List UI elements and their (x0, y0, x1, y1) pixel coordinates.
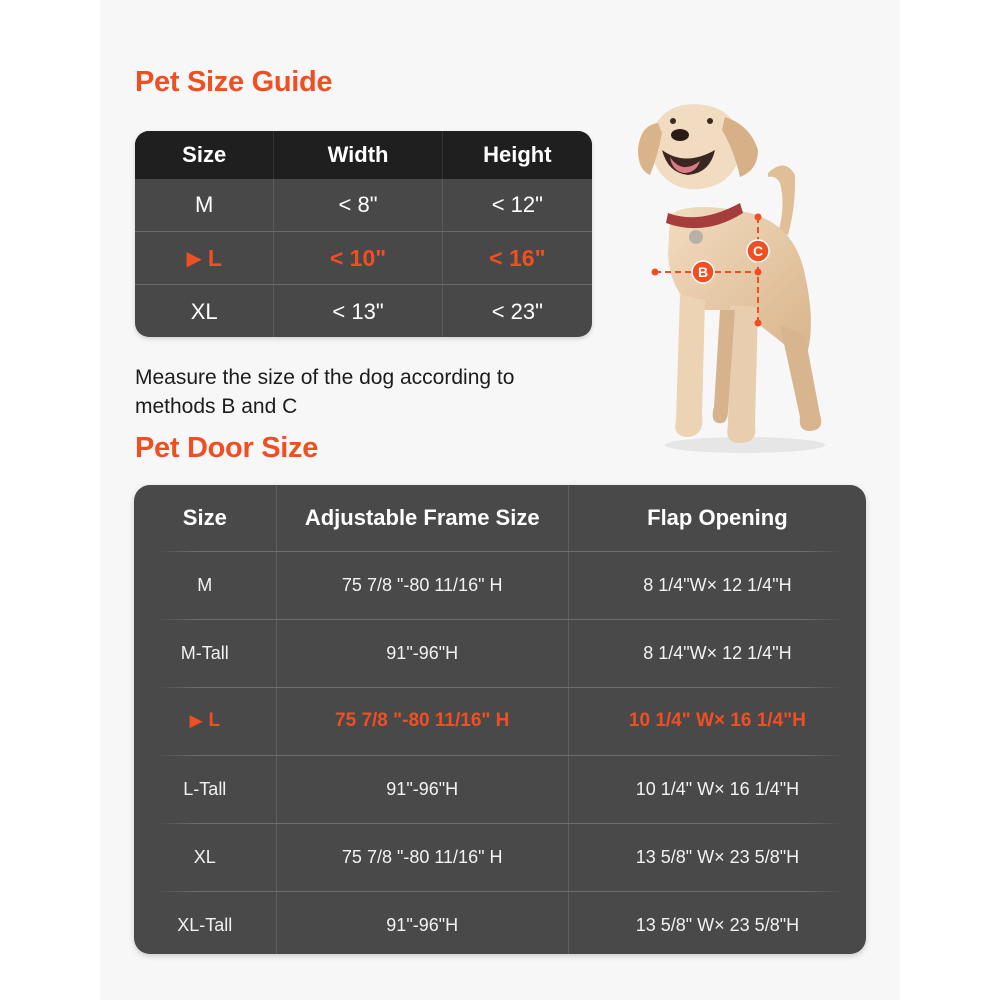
table-header-row (135, 131, 592, 179)
frame-size-cell: 91"-96"H (276, 619, 568, 687)
width-cell: < 13" (273, 285, 441, 337)
column-header-frame-size: Adjustable Frame Size (276, 485, 568, 551)
size-cell: L-Tall (183, 778, 227, 799)
table-row (134, 619, 866, 687)
column-header-flap-opening: Flap Opening (568, 485, 866, 551)
frame-size-cell: 75 7/8 "-80 11/16" H (276, 823, 568, 891)
column-header-height: Height (442, 131, 592, 179)
size-cell: M (197, 574, 213, 595)
size-guide-table (135, 131, 592, 337)
svg-text:B: B (697, 264, 709, 280)
table-row (134, 551, 866, 619)
column-header-width: Width (273, 131, 441, 179)
flap-opening-cell: 13 5/8" W× 23 5/8"H (568, 891, 866, 954)
svg-text:C: C (752, 243, 764, 259)
frame-size-cell: 91"-96"H (276, 755, 568, 823)
size-label: L (208, 710, 221, 731)
size-guide-title: Pet Size Guide (135, 66, 333, 98)
size-cell: M-Tall (180, 642, 229, 663)
measurement-note: Measure the size of the dog according to methods B and C (135, 366, 515, 418)
flap-opening-cell: 10 1/4" W× 16 1/4"H (568, 755, 866, 823)
dog-measurement-image (610, 95, 850, 460)
width-cell: < 8" (273, 179, 441, 231)
frame-size-cell: 91"-96"H (276, 891, 568, 954)
frame-size-cell: 75 7/8 "-80 11/16" H (276, 551, 568, 619)
size-cell: XL-Tall (177, 914, 233, 935)
table-row (134, 891, 866, 954)
size-cell (134, 687, 276, 755)
flap-opening-cell: 10 1/4" W× 16 1/4"H (568, 687, 866, 755)
table-row (135, 179, 592, 231)
flap-opening-cell: 8 1/4"W× 12 1/4"H (568, 551, 866, 619)
table-row (134, 823, 866, 891)
flap-opening-cell: 8 1/4"W× 12 1/4"H (568, 619, 866, 687)
size-cell: M (195, 192, 214, 217)
triangle-right-icon: ▶ (189, 711, 203, 730)
flap-opening-cell: 13 5/8" W× 23 5/8"H (568, 823, 866, 891)
table-row (135, 284, 592, 337)
frame-size-cell: 75 7/8 "-80 11/16" H (276, 687, 568, 755)
size-cell: XL (190, 299, 218, 324)
height-cell: < 12" (442, 179, 592, 231)
width-cell: < 10" (273, 232, 441, 284)
column-header-size: Size (182, 505, 227, 530)
table-row-highlighted (134, 687, 866, 755)
table-row (134, 755, 866, 823)
height-cell: < 23" (442, 285, 592, 337)
table-row-highlighted (135, 231, 592, 284)
size-cell: XL (193, 846, 216, 867)
height-cell: < 16" (442, 232, 592, 284)
door-size-table (134, 485, 866, 954)
door-size-title: Pet Door Size (135, 432, 319, 464)
triangle-right-icon: ▶ (186, 247, 202, 270)
size-cell (135, 232, 273, 284)
table-header-row (134, 485, 866, 551)
column-header-size: Size (182, 142, 227, 167)
size-label: L (207, 244, 222, 271)
